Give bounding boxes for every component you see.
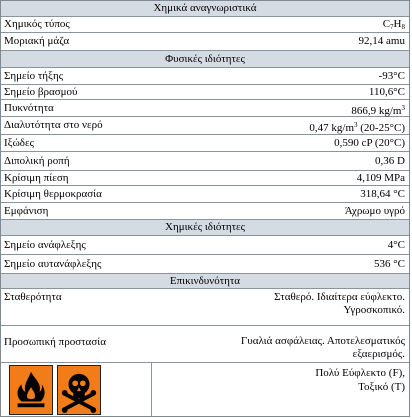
flammable-icon xyxy=(9,365,53,415)
row-boiling-point xyxy=(1,85,409,100)
dipole-value: 0,36 D xyxy=(375,155,405,167)
formula-label: Χημικός τύπος xyxy=(4,18,70,30)
solubility-label: Διαλυτότητα στο νερό xyxy=(4,119,103,131)
solubility-value: 0,47 $kg/m^3$ (20-25°C) xyxy=(309,121,405,134)
row-solubility xyxy=(1,117,409,135)
row-flash-point xyxy=(1,236,409,255)
toxic-skull-icon xyxy=(57,365,101,415)
section-header-hazards xyxy=(1,274,409,289)
row-critical-temperature xyxy=(1,186,409,203)
row-protection xyxy=(1,326,409,363)
dipole-label: Διπολική ροπή xyxy=(4,155,70,167)
row-autoignition xyxy=(1,255,409,274)
section-header-chemical-ids xyxy=(1,1,409,17)
autoignition-value: 536 °C xyxy=(374,258,405,270)
row-formula xyxy=(1,17,409,33)
protection-value: Γυαλιά ασφάλειας. Αποτελεσματικός εξαερισμός. xyxy=(240,335,405,360)
appearance-value: Άχρωμο υγρό xyxy=(344,205,405,217)
stability-value: Σταθερό. Ιδιαίτερα εύφλεκτο. Υγροσκοπικό. xyxy=(274,291,405,316)
row-molar-mass xyxy=(1,33,409,51)
viscosity-value: 0,590 cP (20°C) xyxy=(334,137,405,149)
protection-label: Προσωπική προστασία xyxy=(4,336,106,348)
flammable-icon-drawing xyxy=(10,366,52,414)
toxic-skull-icon-drawing xyxy=(58,366,100,414)
critical-temperature-value: 318,64 °C xyxy=(360,188,405,200)
column-divider xyxy=(151,363,152,416)
critical-pressure-label: Κρίσιμη πίεση xyxy=(4,172,69,184)
row-critical-pressure xyxy=(1,171,409,186)
autoignition-label: Σημείο αυτανάφλεξης xyxy=(4,258,102,270)
appearance-label: Εμφάνιση xyxy=(4,205,49,217)
critical-temperature-label: Κρίσιμη θερμοκρασία xyxy=(4,188,102,200)
row-density xyxy=(1,100,409,117)
section-title: Χημικές ιδιότητες xyxy=(165,221,245,233)
density-value: 866,9 $kg/m^3$ xyxy=(351,104,405,117)
row-dipole xyxy=(1,152,409,171)
viscosity-label: Ιξώδες xyxy=(4,137,34,149)
melting-point-value: -93°C xyxy=(378,70,405,82)
row-stability xyxy=(1,289,409,326)
row-appearance xyxy=(1,203,409,220)
row-melting-point xyxy=(1,68,409,85)
formula-value: $C_7H_8$ xyxy=(382,18,405,31)
boiling-point-value: 110,6°C xyxy=(368,86,405,98)
flash-point-label: Σημείο ανάφλεξης xyxy=(4,239,86,251)
section-title: Επικινδυνότητα xyxy=(169,275,241,287)
molar-mass-label: Μοριακή μάζα xyxy=(4,35,70,47)
section-title: Φυσικές ιδιότητες xyxy=(165,53,245,65)
density-label: Πυκνότητα xyxy=(4,102,54,114)
section-header-chemical xyxy=(1,220,409,236)
molar-mass-value: 92,14 amu xyxy=(358,35,405,47)
stability-label: Σταθερότητα xyxy=(4,291,62,303)
hazard-symbols-text: Πολύ Εύφλεκτο (F), Τοξικό (T) xyxy=(315,367,405,393)
section-title: Χημικά αναγνωριστικά xyxy=(153,2,257,14)
melting-point-label: Σημείο τήξης xyxy=(4,70,64,82)
critical-pressure-value: 4,109 MPa xyxy=(356,172,405,184)
row-viscosity xyxy=(1,135,409,152)
section-header-physical xyxy=(1,51,409,68)
flash-point-value: 4°C xyxy=(387,239,405,251)
boiling-point-label: Σημείο βρασμού xyxy=(4,86,78,98)
